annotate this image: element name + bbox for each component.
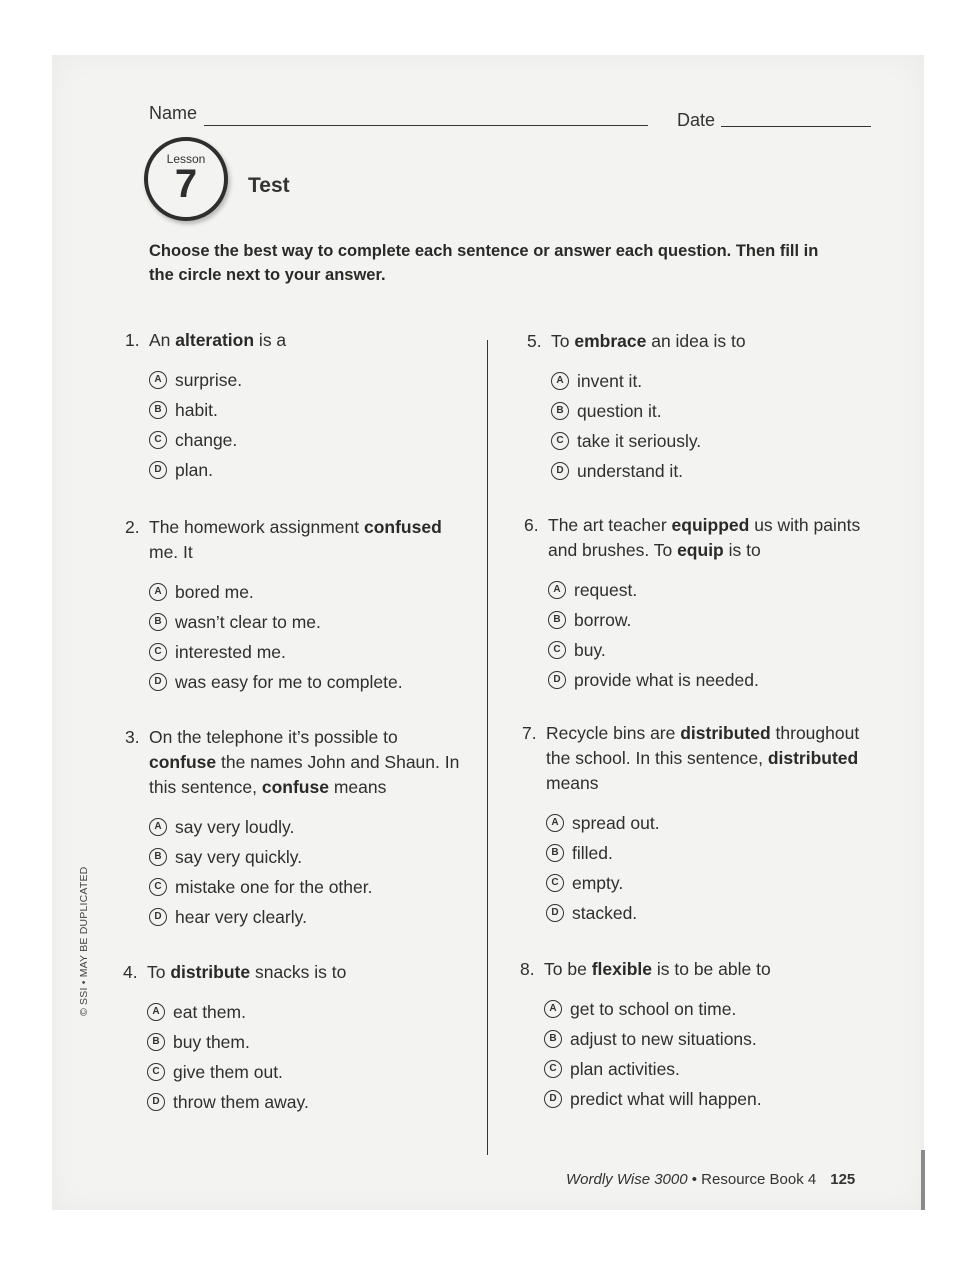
- answer-bubble-icon[interactable]: D: [546, 904, 564, 922]
- answer-bubble-icon[interactable]: C: [147, 1063, 165, 1081]
- answer-bubble-icon[interactable]: B: [149, 613, 167, 631]
- answer-bubble-icon[interactable]: C: [551, 432, 569, 450]
- answer-text: hear very clearly.: [175, 907, 307, 927]
- answer-text: surprise.: [175, 370, 243, 390]
- answer-option-c[interactable]: [149, 425, 475, 455]
- answer-option-b[interactable]: [149, 842, 465, 872]
- lesson-label: Lesson: [166, 152, 206, 166]
- answer-option-b[interactable]: [147, 1027, 473, 1057]
- question-text: An alteration is a: [149, 330, 287, 350]
- question-number: 3.: [125, 727, 140, 747]
- answer-option-c[interactable]: [544, 1054, 880, 1084]
- answer-option-c[interactable]: [551, 426, 877, 456]
- answer-option-b[interactable]: [548, 605, 884, 635]
- answer-text: stacked.: [572, 903, 638, 923]
- book-title: Wordly Wise 3000: [566, 1171, 688, 1188]
- vocab-word: flexible: [591, 959, 652, 979]
- question-stem: [522, 721, 882, 796]
- answer-option-c[interactable]: [546, 868, 882, 898]
- copyright-note: © SSI • MAY BE DUPLICATED: [78, 866, 90, 1016]
- answer-options: [149, 812, 465, 932]
- answer-option-a[interactable]: [147, 997, 473, 1027]
- answer-bubble-icon[interactable]: D: [149, 461, 167, 479]
- answer-bubble-icon[interactable]: D: [548, 671, 566, 689]
- answer-options: [544, 994, 880, 1114]
- question-number: 2.: [125, 517, 140, 537]
- question-1: [125, 328, 475, 485]
- answer-bubble-icon[interactable]: B: [551, 402, 569, 420]
- question-6: [524, 513, 884, 695]
- answer-option-b[interactable]: [551, 396, 877, 426]
- answer-option-d[interactable]: [544, 1084, 880, 1114]
- answer-bubble-icon[interactable]: A: [149, 818, 167, 836]
- answer-text: take it seriously.: [577, 431, 702, 451]
- question-stem: [520, 957, 880, 982]
- question-text: The art teacher equipped us with paints and brushes. To equip is to: [548, 515, 861, 560]
- answer-bubble-icon[interactable]: B: [147, 1033, 165, 1051]
- name-label: Name: [149, 103, 198, 123]
- answer-bubble-icon[interactable]: C: [548, 641, 566, 659]
- date-field-line[interactable]: [721, 126, 871, 127]
- vocab-word: distributed: [767, 748, 859, 768]
- answer-bubble-icon[interactable]: A: [546, 814, 564, 832]
- question-number: 8.: [520, 959, 535, 979]
- vocab-word: equipped: [671, 515, 750, 535]
- answer-option-a[interactable]: [149, 577, 475, 607]
- answer-option-a[interactable]: [546, 808, 882, 838]
- question-5: [527, 329, 877, 486]
- answer-text: habit.: [175, 400, 218, 420]
- answer-options: [548, 575, 884, 695]
- answer-bubble-icon[interactable]: D: [544, 1090, 562, 1108]
- question-8: [520, 957, 880, 1114]
- answer-bubble-icon[interactable]: D: [147, 1093, 165, 1111]
- question-stem: [524, 513, 884, 563]
- answer-text: request.: [574, 580, 638, 600]
- question-stem: [125, 515, 475, 565]
- lesson-number: 7: [174, 162, 198, 206]
- answer-option-a[interactable]: [149, 365, 475, 395]
- answer-text: was easy for me to complete.: [175, 672, 403, 692]
- answer-option-b[interactable]: [544, 1024, 880, 1054]
- answer-options: [546, 808, 882, 928]
- answer-bubble-icon[interactable]: A: [548, 581, 566, 599]
- answer-bubble-icon[interactable]: C: [546, 874, 564, 892]
- question-text: Recycle bins are distributed throughout the school. In this sentence, distributed means: [546, 723, 860, 793]
- vocab-word: distribute: [170, 962, 251, 982]
- question-text: On the telephone it’s possible to confuse the names John and Shaun. In this sentence, confuse means: [149, 727, 460, 797]
- vocab-word: distributed: [680, 723, 771, 743]
- vocab-word: confuse: [261, 777, 329, 797]
- column-divider: [487, 340, 488, 1155]
- page-title: Test: [248, 174, 290, 197]
- question-number: 4.: [123, 962, 138, 982]
- question-text: To be flexible is to be able to: [544, 959, 771, 979]
- answer-text: borrow.: [574, 610, 632, 630]
- answer-text: question it.: [577, 401, 662, 421]
- answer-option-a[interactable]: [544, 994, 880, 1024]
- answer-text: understand it.: [577, 461, 684, 481]
- answer-option-a[interactable]: [149, 812, 465, 842]
- question-number: 6.: [524, 515, 539, 535]
- answer-bubble-icon[interactable]: A: [551, 372, 569, 390]
- answer-text: give them out.: [173, 1062, 283, 1082]
- answer-text: eat them.: [173, 1002, 246, 1022]
- answer-text: bored me.: [175, 582, 254, 602]
- answer-bubble-icon[interactable]: D: [149, 908, 167, 926]
- answer-bubble-icon[interactable]: D: [149, 673, 167, 691]
- answer-option-c[interactable]: [149, 637, 475, 667]
- question-text: The homework assignment confused me. It: [149, 517, 442, 562]
- answer-option-c[interactable]: [548, 635, 884, 665]
- answer-text: say very loudly.: [175, 817, 295, 837]
- answer-option-d[interactable]: [149, 902, 465, 932]
- answer-text: buy.: [574, 640, 606, 660]
- question-3: [125, 725, 465, 932]
- answer-bubble-icon[interactable]: B: [149, 848, 167, 866]
- answer-text: throw them away.: [173, 1092, 309, 1112]
- vocab-word: alteration: [175, 330, 255, 350]
- answer-options: [149, 577, 475, 697]
- answer-text: mistake one for the other.: [175, 877, 373, 897]
- vocab-word: embrace: [574, 331, 647, 351]
- page-footer: [566, 1171, 855, 1188]
- answer-bubble-icon[interactable]: A: [149, 583, 167, 601]
- answer-text: predict what will happen.: [570, 1089, 762, 1109]
- question-4: [123, 960, 473, 1117]
- answer-options: [551, 366, 877, 486]
- answer-text: wasn’t clear to me.: [175, 612, 321, 632]
- vocab-word: equip: [677, 540, 724, 560]
- answer-text: buy them.: [173, 1032, 250, 1052]
- question-stem: [125, 328, 475, 353]
- page-edge: [921, 1150, 925, 1210]
- answer-text: adjust to new situations.: [570, 1029, 757, 1049]
- answer-bubble-icon[interactable]: B: [544, 1030, 562, 1048]
- book-subtitle: Resource Book 4: [701, 1171, 817, 1188]
- answer-bubble-icon[interactable]: B: [548, 611, 566, 629]
- answer-option-d[interactable]: [548, 665, 884, 695]
- answer-option-d[interactable]: [147, 1087, 473, 1117]
- vocab-word: confuse: [149, 752, 217, 772]
- vocab-word: confused: [363, 517, 442, 537]
- page-number: 125: [830, 1171, 856, 1188]
- answer-options: [149, 365, 475, 485]
- answer-bubble-icon[interactable]: A: [149, 371, 167, 389]
- answer-option-d[interactable]: [149, 667, 475, 697]
- answer-bubble-icon[interactable]: C: [149, 878, 167, 896]
- instructions: Choose the best way to complete each sentence or answer each question. Then fill in the circle next to your answer.: [149, 242, 819, 284]
- answer-bubble-icon[interactable]: D: [551, 462, 569, 480]
- answer-bubble-icon[interactable]: C: [149, 431, 167, 449]
- question-number: 5.: [527, 331, 542, 351]
- answer-bubble-icon[interactable]: C: [544, 1060, 562, 1078]
- answer-text: spread out.: [572, 813, 660, 833]
- answer-text: invent it.: [577, 371, 643, 391]
- answer-text: get to school on time.: [570, 999, 737, 1019]
- answer-bubble-icon[interactable]: B: [149, 401, 167, 419]
- answer-text: empty.: [572, 873, 624, 893]
- answer-bubble-icon[interactable]: A: [544, 1000, 562, 1018]
- answer-bubble-icon[interactable]: A: [147, 1003, 165, 1021]
- date-label: Date: [677, 110, 716, 130]
- answer-text: provide what is needed.: [574, 670, 759, 690]
- lesson-badge: [144, 137, 228, 221]
- answer-bubble-icon[interactable]: B: [546, 844, 564, 862]
- question-text: To distribute snacks is to: [147, 962, 347, 982]
- footer-separator: •: [687, 1171, 702, 1188]
- question-2: [125, 515, 475, 697]
- answer-text: change.: [175, 430, 238, 450]
- answer-text: plan.: [175, 460, 213, 480]
- answer-option-d[interactable]: [551, 456, 877, 486]
- answer-option-b[interactable]: [149, 607, 475, 637]
- answer-option-d[interactable]: [546, 898, 882, 928]
- name-field-line[interactable]: [204, 125, 648, 126]
- answer-option-c[interactable]: [147, 1057, 473, 1087]
- answer-option-b[interactable]: [546, 838, 882, 868]
- question-number: 7.: [522, 723, 537, 743]
- answer-option-d[interactable]: [149, 455, 475, 485]
- question-stem: [527, 329, 877, 354]
- answer-text: say very quickly.: [175, 847, 303, 867]
- question-stem: [123, 960, 473, 985]
- answer-option-b[interactable]: [149, 395, 475, 425]
- answer-text: plan activities.: [570, 1059, 680, 1079]
- question-number: 1.: [125, 330, 140, 350]
- answer-text: interested me.: [175, 642, 286, 662]
- answer-bubble-icon[interactable]: C: [149, 643, 167, 661]
- question-text: To embrace an idea is to: [551, 331, 746, 351]
- answer-option-a[interactable]: [551, 366, 877, 396]
- question-7: [522, 721, 882, 928]
- answer-options: [147, 997, 473, 1117]
- answer-option-a[interactable]: [548, 575, 884, 605]
- answer-text: filled.: [572, 843, 613, 863]
- answer-option-c[interactable]: [149, 872, 465, 902]
- question-stem: [125, 725, 465, 800]
